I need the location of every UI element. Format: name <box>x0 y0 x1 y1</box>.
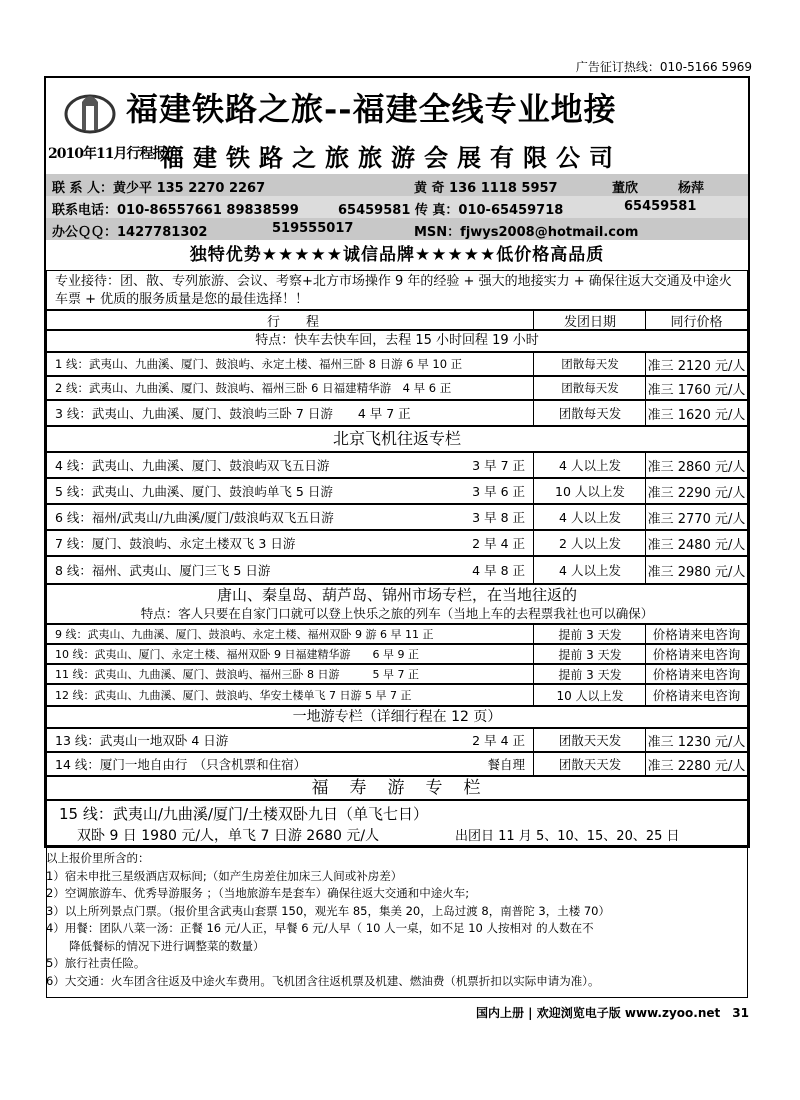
route-price: 价格请来电咨询 <box>645 645 747 663</box>
contact-qq: 办公ＱＱ：1427781302 <box>52 225 208 240</box>
table-header <box>46 310 748 330</box>
contact-fax-2: 65459581 <box>624 199 697 214</box>
route-meals: 2 早 4 正 <box>472 733 525 748</box>
line15-price: 双卧 9 日 1980 元/人，单飞 7 日游 2680 元/人 <box>77 828 380 844</box>
route-text: 2 线：武夷山、九曲溪、厦门、鼓浪屿、福州三卧 6 日福建精华游 4 早 6 正 <box>55 381 452 395</box>
route-text: 10 线：武夷山、厦门、永定土楼、福州双卧 9 日福建精华游 6 早 9 正 <box>55 648 419 661</box>
table-row <box>46 452 748 478</box>
contact-fax: 65459581 传 真：010-65459718 <box>338 203 564 218</box>
route-price: 准三 2860 元/人 <box>645 453 747 477</box>
route-price: 价格请来电咨询 <box>645 685 747 705</box>
line15-dates: 出团日 11 月 5、10、15、20、25 日 <box>455 829 680 844</box>
contact-row-1 <box>46 174 748 196</box>
table-row <box>46 530 748 556</box>
route-meals: 餐自理 <box>487 757 525 772</box>
route-date: 10 人以上发 <box>533 685 646 705</box>
table-row <box>46 376 748 400</box>
contact-qq-2: 519555017 <box>272 221 354 236</box>
contact-huangqi: 黄 奇 136 1118 5957 <box>414 181 558 196</box>
note-item: 以上报价里所含的： <box>46 851 150 865</box>
table-row <box>46 400 748 426</box>
table-row <box>46 504 748 530</box>
route-date: 提前 3 天发 <box>533 625 646 643</box>
note-item: 5）旅行社责任险。 <box>46 956 146 970</box>
route-meals: 3 早 6 正 <box>472 484 525 499</box>
route-text: 6 线：福州/武夷山/九曲溪/厦门/鼓浪屿双飞五日游 <box>55 510 334 525</box>
table-row <box>46 352 748 376</box>
route-text: 8 线：福州、武夷山、厦门三飞 5 日游 <box>55 563 271 578</box>
section-tangshan-title: 唐山、秦皇岛、葫芦岛、锦州市场专栏，在当地往返的 <box>216 586 577 604</box>
route-price: 准三 1760 元/人 <box>645 377 747 399</box>
contact-phones: 联系电话：010-86557661 89838599 <box>52 203 299 218</box>
route-price: 价格请来电咨询 <box>645 625 747 643</box>
feature-express-train: 特点：快车去快车回，去程 15 小时回程 19 小时 <box>46 330 748 352</box>
route-text: 9 线：武夷山、九曲溪、厦门、鼓浪屿、永定土楼、福州双卧 9 游 6 早 11 正 <box>55 628 434 641</box>
route-price: 准三 2280 元/人 <box>645 753 747 775</box>
route-price: 准三 2480 元/人 <box>645 531 747 555</box>
note-item: 6）大交通：火车团含往返及中途火车费用。飞机团含往返机票及机建、燃油费（机票折扣以实际申请为准）。 <box>46 973 600 988</box>
route-date: 团散每天发 <box>533 377 646 399</box>
route-price: 准三 1230 元/人 <box>645 729 747 751</box>
route-text: 7 线：厦门、鼓浪屿、永定土楼双飞 3 日游 <box>55 536 296 551</box>
route-date: 10 人以上发 <box>533 479 646 503</box>
route-meals: 4 早 8 正 <box>472 563 525 578</box>
contact-yangping: 杨萍 <box>678 181 705 196</box>
note-item: 1）宿未申批三星级酒店双标间;（如产生房差住加床三人间或补房差） <box>46 868 403 883</box>
route-text: 13 线：武夷山一地双卧 4 日游 <box>55 733 229 748</box>
route-date: 团散天天发 <box>533 753 646 775</box>
table-row <box>46 624 748 644</box>
route-text: 4 线：武夷山、九曲溪、厦门、鼓浪屿双飞五日游 <box>55 458 330 473</box>
route-price: 准三 1620 元/人 <box>645 401 747 425</box>
contact-row-2 <box>46 196 748 218</box>
route-price: 价格请来电咨询 <box>645 665 747 683</box>
table-row <box>46 684 748 706</box>
edition-label: 2010年11月行程报价 <box>48 146 179 162</box>
route-date: 4 人以上发 <box>533 557 646 583</box>
route-date: 2 人以上发 <box>533 531 646 555</box>
page-footer[interactable]: 国内上册 | 欢迎浏览电子版 www.zyoo.net 31 <box>476 1006 749 1020</box>
section-longevity: 福 寿 游 专 栏 <box>46 776 748 800</box>
header-itinerary: 行 程 <box>266 314 319 330</box>
note-item: 降低餐标的情况下进行调整菜的数量） <box>46 938 265 953</box>
note-item: 4）用餐：团队八菜一汤：正餐 16 元/人正，早餐 6 元/人早（ 10 人一桌，如不足 10 人按相对 的人数在不 <box>46 921 594 935</box>
route-text: 1 线：武夷山、九曲溪、厦门、鼓浪屿、永定土楼、福州三卧 8 日游 6 早 10 正 <box>55 357 463 371</box>
ad-hotline: 广告征订热线：010-5166 5969 <box>575 60 752 74</box>
route-price: 准三 2980 元/人 <box>645 557 747 583</box>
contact-row-3 <box>46 218 748 240</box>
ad-title: 福建铁路之旅--福建全线专业地接 <box>126 90 617 128</box>
section-single-destination: 一地游专栏（详细行程在 12 页） <box>46 706 748 728</box>
company-logo-icon <box>64 86 116 136</box>
route-meals: 2 早 4 正 <box>472 536 525 551</box>
header-date: 发团日期 <box>533 311 646 329</box>
contact-msn: MSN：fjwys2008@hotmail.com <box>414 225 639 240</box>
route-date: 4 人以上发 <box>533 453 646 477</box>
table-row <box>46 644 748 664</box>
route-meals: 3 早 8 正 <box>472 510 525 525</box>
slogan: 独特优势★★★★★诚信品牌★★★★★低价格高品质 <box>189 245 605 265</box>
route-date: 提前 3 天发 <box>533 665 646 683</box>
route-meals: 3 早 7 正 <box>472 458 525 473</box>
route-text: 12 线：武夷山、九曲溪、厦门、鼓浪屿、华安土楼单飞 7 日游 5 早 7 正 <box>55 689 412 702</box>
intro-text: 专业接待：团、散、专列旅游、会议、考察+北方市场操作 9 年的经验 + 强大的地接实力 + 确保往返大交通及中途火车票 + 优质的服务质量是您的最佳选择！！ <box>46 270 748 310</box>
contact-dongxin: 董欣 <box>612 181 639 196</box>
route-date: 团散每天发 <box>533 353 646 375</box>
route-price: 准三 2120 元/人 <box>645 353 747 375</box>
route-text: 3 线：武夷山、九曲溪、厦门、鼓浪屿三卧 7 日游 4 早 7 正 <box>55 406 411 421</box>
table-row <box>46 478 748 504</box>
route-text: 5 线：武夷山、九曲溪、厦门、鼓浪屿单飞 5 日游 <box>55 484 333 499</box>
notes-frame <box>46 848 748 998</box>
route-date: 团散天天发 <box>533 729 646 751</box>
table-row <box>46 556 748 584</box>
contact-persons: 联 系 人：黄少平 135 2270 2267 <box>52 181 266 196</box>
route-date: 4 人以上发 <box>533 505 646 529</box>
section-beijing-flight: 北京飞机往返专栏 <box>46 426 748 452</box>
line15-title: 15 线：武夷山/九曲溪/厦门/土楼双卧九日（单飞七日） <box>59 805 429 823</box>
table-row <box>46 664 748 684</box>
section-tangshan-feature: 特点：客人只要在自家门口就可以登上快乐之旅的列车（当地上车的去程票我社也可以确保） <box>140 606 654 621</box>
table-row <box>46 752 748 776</box>
header-price: 同行价格 <box>645 311 747 329</box>
line15-block <box>46 800 748 846</box>
section-tangshan <box>46 584 748 624</box>
table-row <box>46 728 748 752</box>
route-text: 11 线：武夷山、九曲溪、厦门、鼓浪屿、福州三卧 8 日游 5 早 7 正 <box>55 668 419 681</box>
route-date: 提前 3 天发 <box>533 645 646 663</box>
note-item: 2）空调旅游车、优秀导游服务 ；（当地旅游车是套车）确保往返大交通和中途火车; <box>46 886 470 900</box>
note-item: 3）以上所列景点门票。（报价里含武夷山套票 150，观光车 85，集美 20，上岛过渡 8，南普陀 3，土楼 70） <box>46 903 610 918</box>
route-price: 准三 2770 元/人 <box>645 505 747 529</box>
route-text: 14 线：厦门一地自由行 （只含机票和住宿） <box>55 757 307 772</box>
company-name: 福建铁路之旅旅游会展有限公司 <box>160 144 622 172</box>
route-price: 准三 2290 元/人 <box>645 479 747 503</box>
route-date: 团散每天发 <box>533 401 646 425</box>
